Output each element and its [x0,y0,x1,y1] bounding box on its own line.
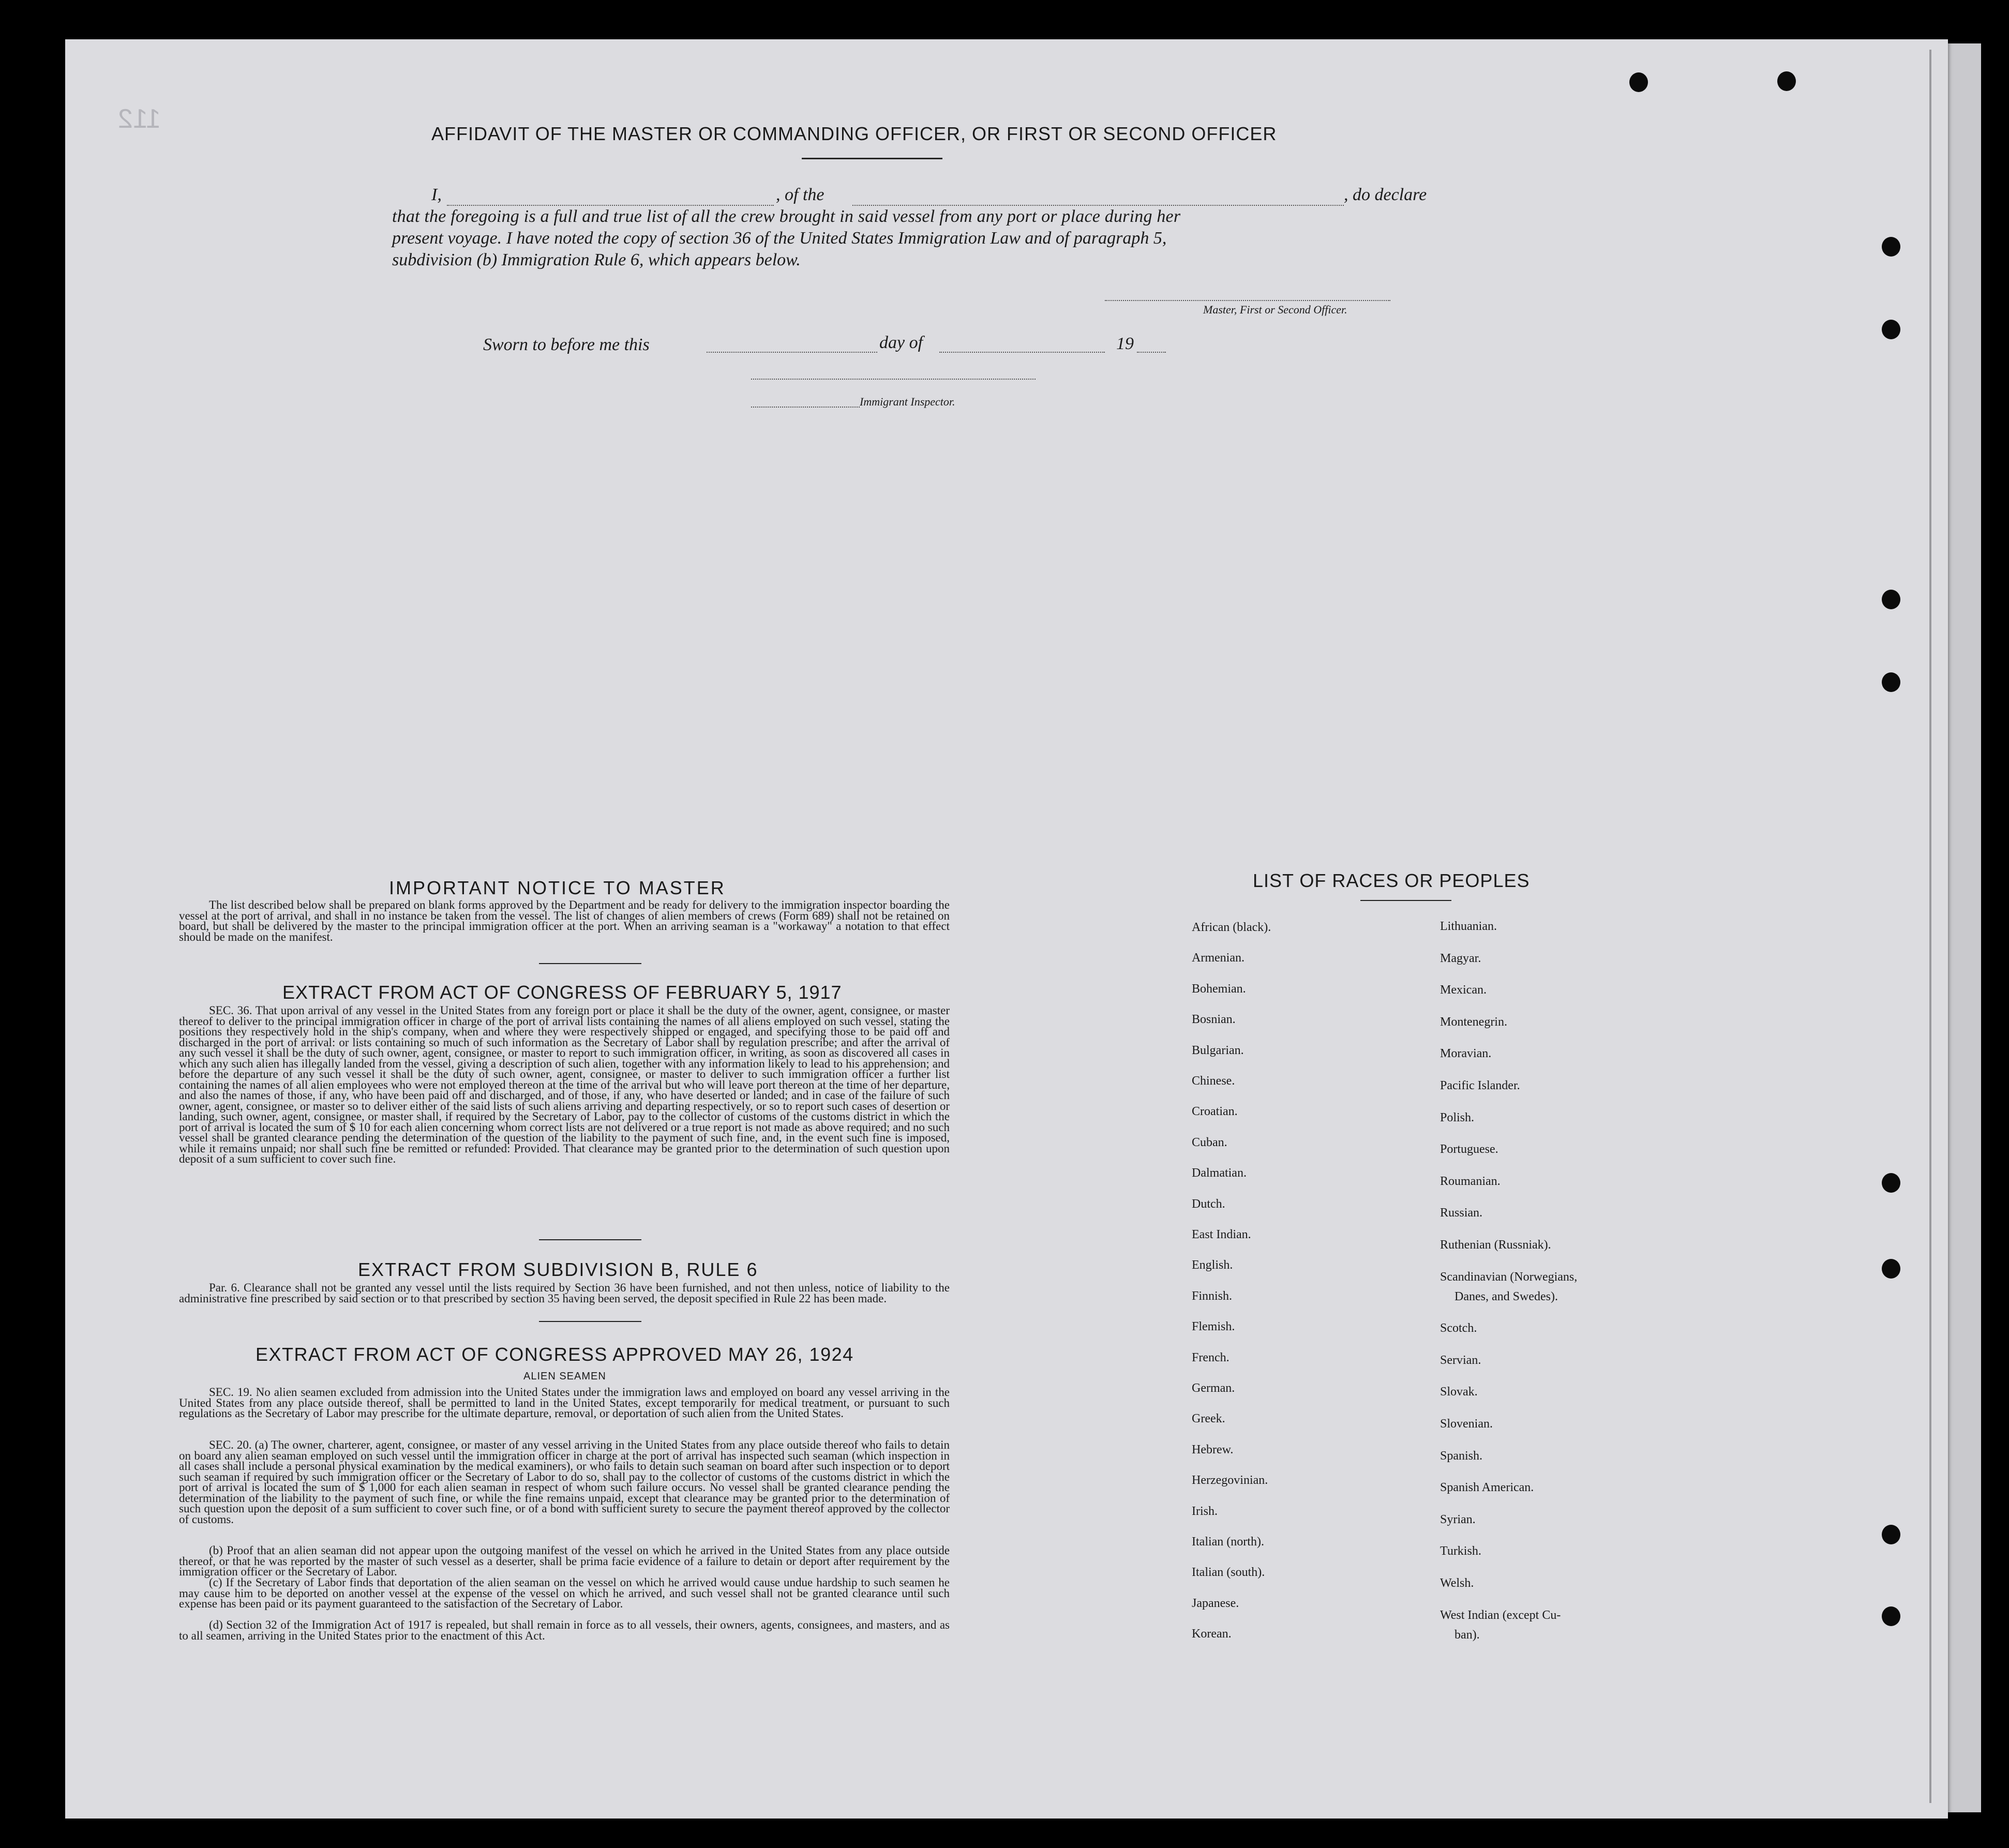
race-item: German. [1192,1381,1235,1395]
race-item: Pacific Islander. [1440,1079,1520,1092]
race-item: West Indian (except Cu- [1440,1608,1561,1622]
affidavit-declare: , do declare [1344,185,1427,204]
race-item: Dutch. [1192,1197,1225,1211]
alien-seamen-subtitle: ALIEN SEAMEN [523,1371,606,1382]
vessel-blank[interactable] [852,205,1344,206]
sec19-text: SEC. 19. No alien seamen excluded from admission into the United States under the immigration laws and employed on board any vessel arriving in the United States from any place outside thereof, shall be permitted to land in the United States, except temporarily for medical treatment, or pursuant to such regulations as the Secretary of Labor may prescribe for the ultimate departure, removal, or deportation of such alien from the United States. [179,1386,950,1420]
affidavit-title: AFFIDAVIT OF THE MASTER OR COMMANDING OFFICER, OR FIRST OR SECOND OFFICER [431,123,1277,144]
race-item: Korean. [1192,1627,1232,1641]
race-item: Italian (south). [1192,1566,1265,1580]
sheet-edge [1929,50,1931,1803]
extract-rule6-title: EXTRACT FROM SUBDIVISION B, RULE 6 [358,1259,758,1280]
affidavit-line-2: that the foregoing is a full and true list of all the crew brought in said vessel from any port or place during her [392,207,1181,226]
race-item: Finnish. [1192,1289,1233,1303]
race-item: Slovenian. [1440,1417,1493,1431]
race-item: Spanish. [1440,1449,1483,1463]
binder-hole [1882,1173,1900,1193]
race-item: Mexican. [1440,983,1487,997]
binder-hole [1882,1259,1900,1279]
binder-hole [1629,72,1648,92]
race-item: Flemish. [1192,1320,1235,1334]
race-item: ban). [1455,1628,1480,1642]
page-number: 112 [118,104,161,134]
inspector-caption-leader [751,407,860,408]
race-item: Bohemian. [1192,982,1246,996]
officer-signature-line[interactable] [1105,300,1390,301]
extract-rule6-text: Par. 6. Clearance shall not be granted any vessel until the lists required by Section 36 have been furnished, and not then unless, notice of liability to the administrative fine prescribed by said section or to that prescribed by section 35 having been served, the deposit specified in Rule 22 has been made. [179,1281,950,1305]
race-item: Spanish American. [1440,1481,1534,1495]
sec20b-text: (b) Proof that an alien seaman did not appear upon the outgoing manifest of the vessel on which he arrived in the United States from any place outside thereof, or that he was reported by the master of such vessel as a deserter, shall be prima facie evidence of a failure to detain or deport after requirement by the immigration officer or the Secretary of Labor. [179,1544,950,1578]
affidavit-line-4: subdivision (b) Immigration Rule 6, which appears below. [392,250,801,269]
race-item: Magyar. [1440,951,1481,965]
race-item: Scotch. [1440,1321,1477,1335]
officer-signature-caption: Master, First or Second Officer. [1203,303,1347,316]
race-item: Armenian. [1192,951,1245,965]
binder-hole [1777,71,1796,91]
race-item: Servian. [1440,1353,1481,1367]
race-item: Portuguese. [1440,1143,1498,1156]
race-item: Bosnian. [1192,1013,1236,1027]
race-item: Slovak. [1440,1385,1478,1399]
race-item: Moravian. [1440,1047,1492,1061]
race-item: Japanese. [1192,1596,1239,1610]
race-item: Croatian. [1192,1105,1238,1119]
sworn-year-blank[interactable] [1137,352,1166,353]
race-item: Danes, and Swedes). [1455,1289,1558,1303]
race-item: Russian. [1440,1206,1483,1220]
race-item: Turkish. [1440,1544,1481,1558]
sworn-day-blank[interactable] [707,352,877,353]
race-item: Hebrew. [1192,1443,1234,1456]
sworn-month-blank[interactable] [939,352,1105,353]
race-item: Ruthenian (Russniak). [1440,1238,1551,1252]
extract-1917-text: SEC. 36. That upon arrival of any vessel in the United States from any foreign port or place it shall be the duty of the owner, agent, consignee, or master thereof to deliver to the principal immigration officer in charge of the port of arrival lists containing the names of all aliens employed on such vessel, stating the positions they respectively hold in the ship's company, when and where they were respectively shipped or engaged, and specifying those to be paid off and discharged in the port of arrival: or lists containing so much of such information as the Secretary of Labor shall by regulation prescribe; and after the arrival of any such vessel it shall be the duty of such owner, agent, consignee, or master to report to such immigration officer, in writing, as soon as discovered all cases in which any such alien has illegally landed from the vessel, giving a description of such alien, together with any information likely to lead to his apprehension; and before the departure of any such vessel it shall be the duty of such owner, agent, consignee, or master to deliver to such immigration officer a further list containing the names of all alien employees who were not employed thereon at the time of the arrival but who will leave port thereon at the time of her departure, and also the names of those, if any, who have been paid off and discharged, and of those, if any, who have deserted or landed; and in case of the failure of such owner, agent, consignee, or master so to deliver either of the said lists of such aliens arriving and departing respectively, or so to report such cases of desertion or landing, such owner, agent, consignee, or master shall, if required by the Secretary of Labor, pay to the collector of customs of the customs district in which the port of arrival is located the sum of $ 10 for each alien concerning whom correct lists are not delivered or a true report is not made as above required; and no such vessel shall be granted clearance pending the determination of the question of the liability to the payment of such fine, and, in the event such fine is imposed, while it remains unpaid; nor shall such fine be remitted or refunded: Provided. That clearance may be granted prior to the determination of such question upon deposit of a sum sufficient to cover such fine. [179,1004,950,1165]
notice-title: IMPORTANT NOTICE TO MASTER [389,877,726,898]
extract-rule6-rule [539,1321,641,1322]
race-item: Scandinavian (Norwegians, [1440,1270,1578,1284]
race-item: French. [1192,1350,1230,1364]
binder-hole [1882,672,1900,692]
affidavit-of-the: , of the [776,185,824,204]
sec20d-text: (d) Section 32 of the Immigration Act of 1917 is repealed, but shall remain in force as to all vessels, their owners, agents, consignees, and masters, and as to all seamen, arriving in the United States prior to the enactment of this Act. [179,1618,950,1642]
race-item: Syrian. [1440,1512,1476,1526]
notice-rule [539,963,641,964]
binder-hole [1882,590,1900,609]
race-item: Herzegovinian. [1192,1474,1268,1488]
race-item: Greek. [1192,1412,1225,1426]
binder-hole [1882,1606,1900,1626]
notice-text: The list described below shall be prepared on blank forms approved by the Department and be ready for delivery to the immigration inspector boarding the vessel at the port of arrival, and shall in no instance be taken from the vessel. The list of changes of alien members of crews (Form 689) shall not be retained on board, but shall be delivered by the master to the principal immigration officer at the port. When an arriving seaman is a "workaway" a notation to that effect should be made on the manifest. [179,898,950,943]
inspector-signature-line[interactable] [751,379,1036,380]
race-item: Chinese. [1192,1074,1235,1088]
year-prefix: 19 [1116,334,1134,353]
race-item: Dalmatian. [1192,1166,1247,1180]
name-blank[interactable] [447,205,774,206]
race-item: Polish. [1440,1110,1475,1124]
affidavit-line-3: present voyage. I have noted the copy of section 36 of the United States Immigration Law and of paragraph 5, [392,229,1167,248]
races-title: LIST OF RACES OR PEOPLES [1253,870,1530,891]
manifest-sheet [65,39,1948,1819]
sec20a-text: SEC. 20. (a) The owner, charterer, agent, consignee, or master of any vessel arriving in the United States from any place outside thereof who fails to detain on board any alien seaman employed on such vessel until the immigration officer in charge at the port of arrival has inspected such seaman (which inspection in all cases shall include a personal physical examination by the medical examiners), or who fails to detain such seaman on board after such inspection or to deport such seaman if required by such immigration officer or the Secretary of Labor to do so, shall pay to the collector of customs of the customs district in which the port of arrival is located the sum of $ 1,000 for each alien seaman in respect of whom such failure occurs. No vessel shall be granted clearance pending the determination of the liability to the payment of such fine, or while the fine remains unpaid, except that clearance may be granted prior to the determination of such question upon the deposit of a sum sufficient to cover such fine, or of a bond with sufficient surety to secure the payment thereof approved by the collector of customs. [179,1438,950,1526]
race-item: African (black). [1192,921,1271,934]
race-item: Roumanian. [1440,1174,1501,1188]
race-item: Cuban. [1192,1135,1227,1149]
inspector-caption: Immigrant Inspector. [860,395,955,408]
day-of-label: day of [879,333,923,352]
race-item: Bulgarian. [1192,1043,1244,1057]
race-item: Italian (north). [1192,1535,1264,1549]
binder-hole [1882,320,1900,339]
race-item: Montenegrin. [1440,1015,1507,1029]
race-item: Irish. [1192,1504,1218,1518]
extract-1917-title: EXTRACT FROM ACT OF CONGRESS OF FEBRUARY 5, 1917 [282,982,842,1003]
race-item: East Indian. [1192,1228,1251,1241]
sec20c-text: (c) If the Secretary of Labor finds that deportation of the alien seaman on the vessel on which he arrived would cause undue hardship to such seamen he may cause him to be deported on another vessel at the expense of the vessel on which he arrived, and such vessel shall not be granted clearance until such expense has been paid or its payment guaranteed to the satisfaction of the Secretary of Labor. [179,1576,950,1610]
sworn-label: Sworn to before me this [483,335,650,354]
affidavit-i: I, [431,185,442,204]
races-title-rule [1360,900,1451,901]
affidavit-title-rule [802,158,942,159]
binder-hole [1882,237,1900,257]
extract-1917-rule [539,1239,641,1240]
race-item: Welsh. [1440,1576,1474,1590]
extract-1924-title: EXTRACT FROM ACT OF CONGRESS APPROVED MAY 26, 1924 [256,1344,854,1365]
binder-hole [1882,1525,1900,1544]
race-item: Lithuanian. [1440,920,1497,933]
race-item: English. [1192,1258,1233,1272]
